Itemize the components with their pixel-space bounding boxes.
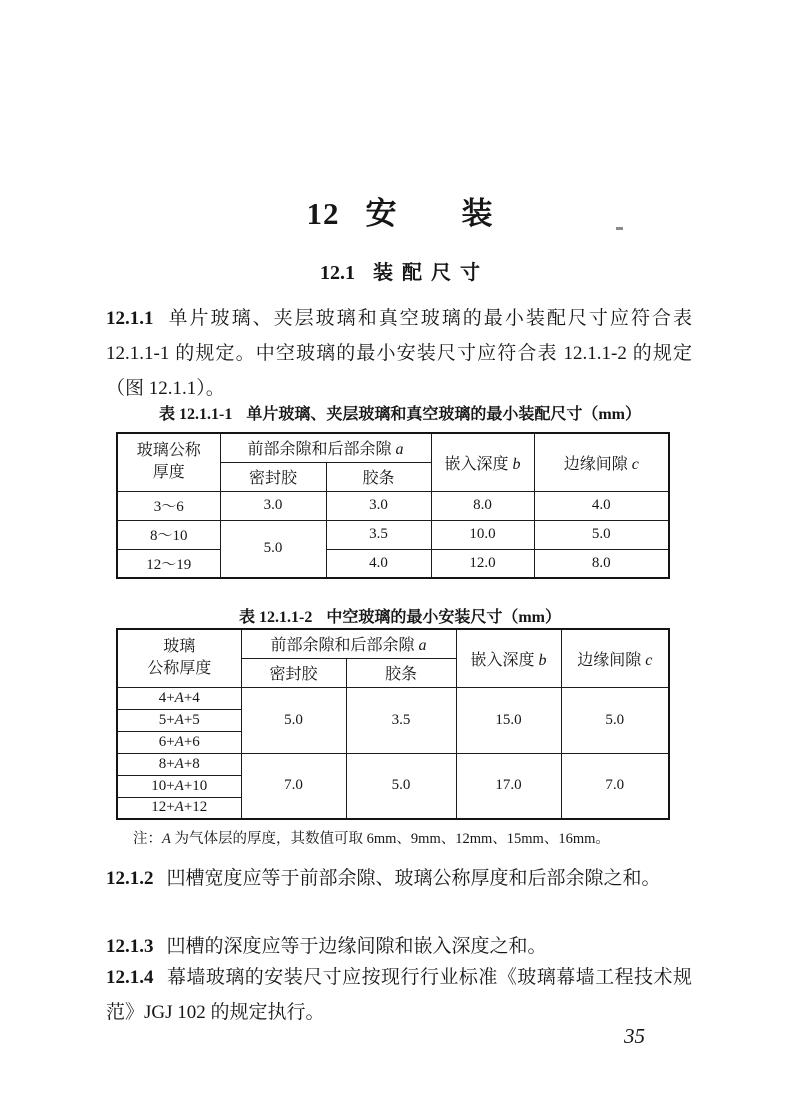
table2-caption-label: 表 12.1.1-2 [238, 609, 313, 626]
header-embed-depth: 嵌入深度 b [456, 629, 561, 687]
header-sealant: 密封胶 [220, 462, 326, 491]
cell-thickness: 6+A+6 [117, 731, 241, 753]
table1-caption-label: 表 12.1.1-1 [158, 406, 233, 423]
cell-gasket: 3.5 [346, 687, 456, 753]
page-number: 35 [624, 1024, 645, 1048]
table-row [117, 687, 669, 709]
cell-gasket: 5.0 [346, 753, 456, 819]
table2-caption-title: 中空玻璃的最小安装尺寸（mm） [326, 609, 561, 626]
header-front-rear-clearance: 前部余隙和后部余隙 a [241, 629, 456, 658]
note-text: 为气体层的厚度，其数值可取 6mm、9mm、12mm、15mm、16mm。 [170, 831, 610, 847]
section-title: 装配尺寸 [373, 262, 489, 284]
note-prefix: 注： [133, 831, 162, 847]
clause-text: 凹槽宽度应等于前部余隙、玻璃公称厚度和后部余隙之和。 [166, 868, 661, 889]
cell-thickness: 12～19 [117, 549, 220, 578]
clause-number: 12.1.3 [106, 936, 154, 957]
cell-sealant: 5.0 [220, 520, 326, 578]
header-glass-thickness: 玻璃 公称厚度 [117, 629, 241, 687]
chapter-title: 安 装 [365, 196, 494, 231]
header-sealant: 密封胶 [241, 658, 346, 687]
cell-depth: 17.0 [456, 753, 561, 819]
cell-thickness: 5+A+5 [117, 709, 241, 731]
cell-edge: 8.0 [534, 549, 669, 578]
cell-thickness: 8+A+8 [117, 753, 241, 775]
cell-depth: 12.0 [431, 549, 534, 578]
cell-edge: 7.0 [561, 753, 669, 819]
section-number: 12.1 [320, 262, 355, 284]
cell-sealant: 7.0 [241, 753, 346, 819]
paragraph-12-1-2 [106, 861, 692, 896]
clause-number: 12.1.1 [106, 308, 154, 329]
chapter-number: 12 [306, 196, 340, 231]
header-front-rear-clearance: 前部余隙和后部余隙 a [220, 433, 431, 462]
chapter-heading [0, 188, 800, 233]
cell-depth: 10.0 [431, 520, 534, 549]
table-12-1-1-2 [116, 628, 670, 820]
paragraph-12-1-4 [106, 960, 692, 1030]
table2-caption [0, 604, 800, 627]
table1-caption [0, 401, 800, 424]
cell-edge: 5.0 [561, 687, 669, 753]
table-row [117, 753, 669, 775]
table-row [117, 629, 669, 658]
header-gasket: 胶条 [326, 462, 431, 491]
clause-number: 12.1.4 [106, 967, 154, 988]
cell-thickness: 10+A+10 [117, 775, 241, 797]
cell-gasket: 4.0 [326, 549, 431, 578]
clause-text: 单片玻璃、夹层玻璃和真空玻璃的最小装配尺寸应符合表 12.1.1-1 的规定。中空玻璃的最小安装尺寸应符合表 12.1.1-2 的规定（图 12.1.1）。 [106, 308, 692, 399]
cell-depth: 8.0 [431, 491, 534, 520]
clause-text: 幕墙玻璃的安装尺寸应按现行行业标准《玻璃幕墙工程技术规范》JGJ 102 的规定执行。 [106, 967, 692, 1023]
section-heading [0, 256, 800, 285]
cell-sealant: 5.0 [241, 687, 346, 753]
table-12-1-1-1 [116, 432, 670, 579]
cell-sealant: 3.0 [220, 491, 326, 520]
table-row [117, 491, 669, 520]
table-row [117, 433, 669, 462]
header-edge-gap: 边缘间隙 c [561, 629, 669, 687]
clause-text: 凹槽的深度应等于边缘间隙和嵌入深度之和。 [166, 936, 547, 957]
table1-caption-title: 单片玻璃、夹层玻璃和真空玻璃的最小装配尺寸（mm） [246, 406, 641, 423]
note-variable: A [162, 831, 171, 847]
paragraph-12-1-1 [106, 301, 692, 406]
paragraph-12-1-3 [106, 929, 692, 964]
cell-thickness: 3～6 [117, 491, 220, 520]
header-gasket: 胶条 [346, 658, 456, 687]
cell-thickness: 4+A+4 [117, 687, 241, 709]
header-glass-thickness: 玻璃公称 厚度 [117, 433, 220, 491]
header-embed-depth: 嵌入深度 b [431, 433, 534, 491]
table-row [117, 520, 669, 549]
header-edge-gap: 边缘间隙 c [534, 433, 669, 491]
cell-depth: 15.0 [456, 687, 561, 753]
cell-gasket: 3.0 [326, 491, 431, 520]
cell-thickness: 12+A+12 [117, 797, 241, 819]
cell-thickness: 8～10 [117, 520, 220, 549]
table2-note [133, 830, 673, 849]
cell-edge: 4.0 [534, 491, 669, 520]
cell-edge: 5.0 [534, 520, 669, 549]
table-row [117, 549, 669, 578]
clause-number: 12.1.2 [106, 868, 154, 889]
cell-gasket: 3.5 [326, 520, 431, 549]
